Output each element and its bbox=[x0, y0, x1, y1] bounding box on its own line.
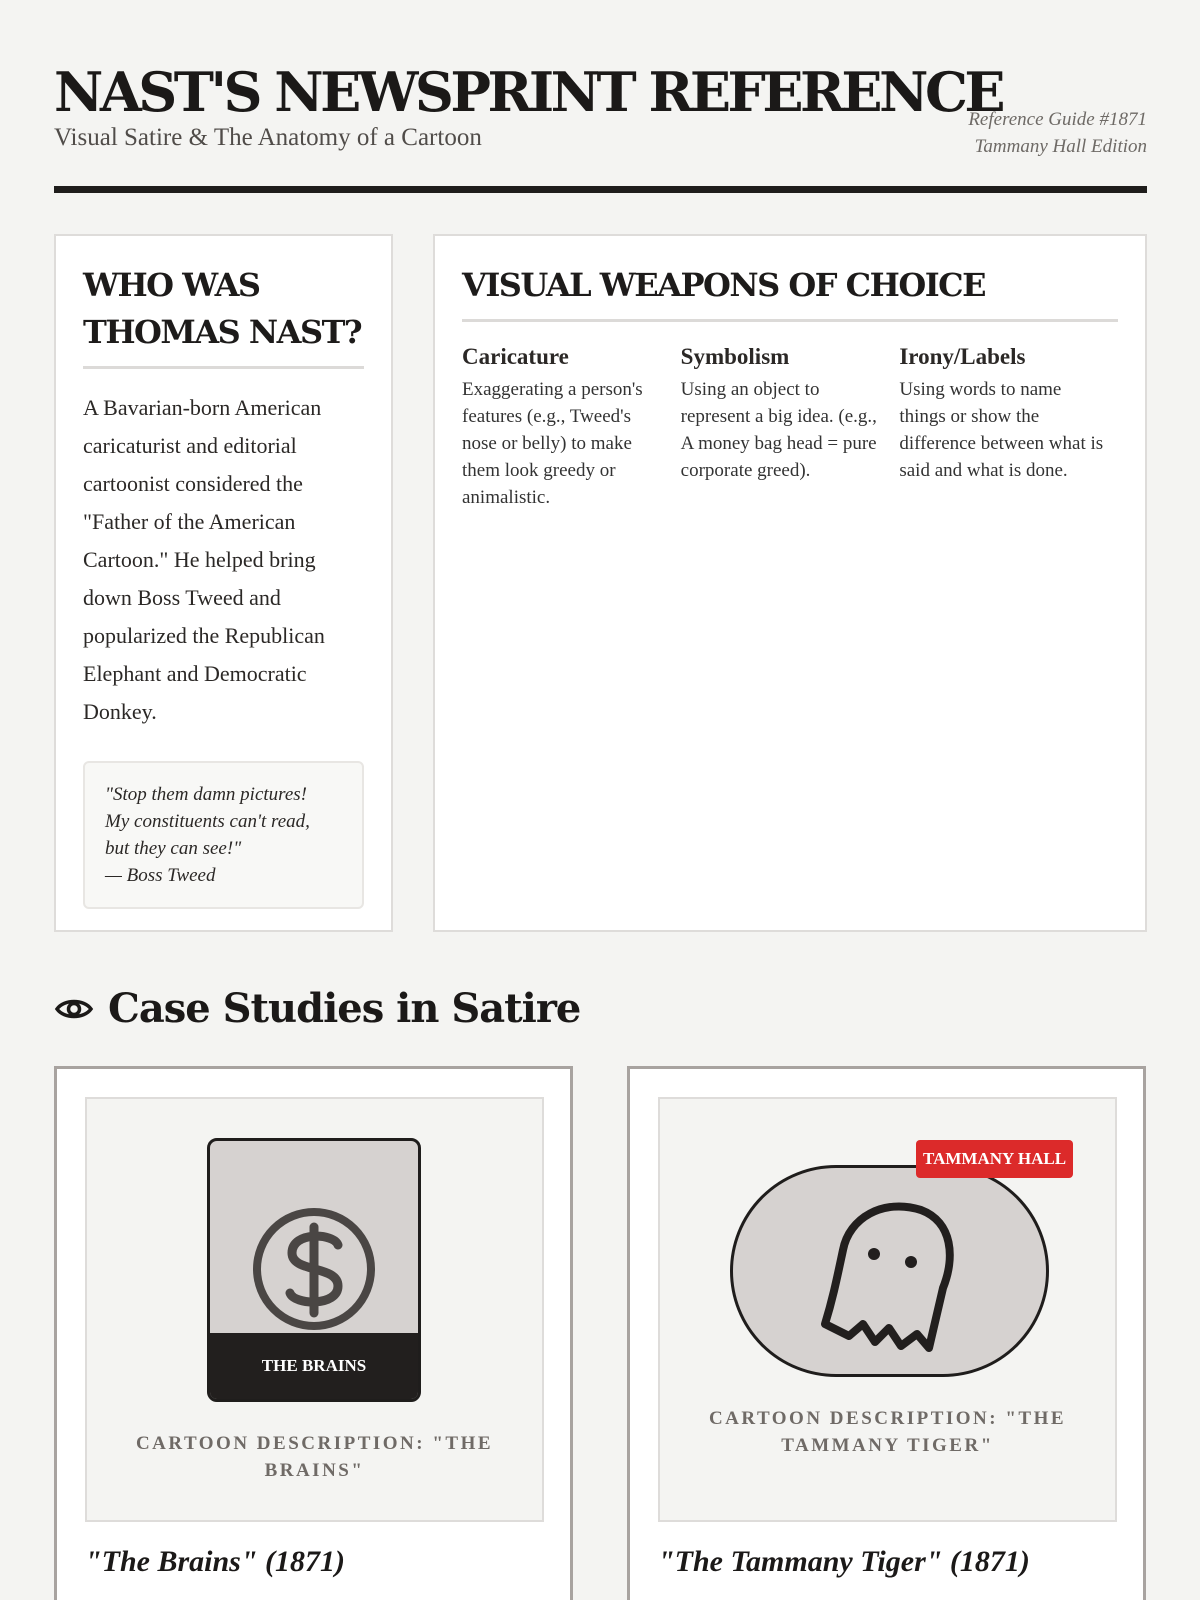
case-study-card-tiger bbox=[627, 1066, 1146, 1600]
weapon-symbolism bbox=[681, 344, 900, 511]
cartoon-frame bbox=[85, 1097, 544, 1522]
dollar-coin-icon bbox=[210, 1141, 421, 1341]
quote-line-2: My constituents can't read, bbox=[105, 811, 310, 832]
tiger-illustration bbox=[730, 1165, 1049, 1377]
ghost-icon bbox=[733, 1168, 1052, 1380]
case-caption: "The Tammany Tiger" (1871) bbox=[658, 1545, 1030, 1578]
cartoon-description: CARTOON DESCRIPTION: "THE TAMMANY TIGER" bbox=[708, 1408, 1067, 1456]
page-title: NAST'S NEWSPRINT REFERENCE bbox=[54, 60, 1003, 124]
case-studies-title: Case Studies in Satire bbox=[108, 985, 581, 1032]
weapon-caricature bbox=[462, 344, 681, 511]
eye-icon bbox=[54, 989, 94, 1029]
case-studies-heading bbox=[54, 985, 580, 1032]
tweed-quote bbox=[83, 761, 364, 909]
bio-card bbox=[54, 234, 393, 932]
weapons-card bbox=[433, 234, 1147, 932]
weapon-title: Irony/Labels bbox=[899, 344, 1026, 369]
weapon-irony-labels bbox=[899, 344, 1118, 511]
tammany-hall-tag: TAMMANY HALL bbox=[916, 1140, 1073, 1178]
bio-body: A Bavarian-born American caricaturist and editorial cartoonist considered the "Father of the American Cartoon." He helped bring down Boss Tweed and popularized the Republican Elephant and Democratic Donkey. bbox=[83, 395, 325, 724]
quote-attribution: — Boss Tweed bbox=[105, 865, 216, 886]
cartoon-description: CARTOON DESCRIPTION: "THE BRAINS" bbox=[135, 1433, 494, 1481]
brains-illustration bbox=[207, 1138, 421, 1402]
masthead bbox=[54, 58, 1147, 194]
case-study-card-brains bbox=[54, 1066, 573, 1600]
quote-line-3: but they can see!" bbox=[105, 838, 242, 859]
reference-info bbox=[968, 106, 1147, 160]
reference-edition: Tammany Hall Edition bbox=[974, 136, 1147, 157]
weapon-text: Exaggerating a person's features (e.g., Tweed's nose or belly) to make them look greedy or animalistic. bbox=[462, 379, 643, 508]
bio-heading: WHO WAS THOMAS NAST? bbox=[83, 262, 364, 369]
page-subtitle: Visual Satire & The Anatomy of a Cartoon bbox=[54, 124, 482, 151]
weapons-columns bbox=[462, 344, 1118, 511]
cartoon-frame bbox=[658, 1097, 1117, 1522]
brains-box-label: THE BRAINS bbox=[210, 1333, 418, 1399]
quote-line-1: "Stop them damn pictures! bbox=[105, 784, 307, 805]
weapons-heading: VISUAL WEAPONS OF CHOICE bbox=[462, 262, 1118, 322]
weapon-text: Using an object to represent a big idea. (e.g., A money bag head = pure corporate greed). bbox=[680, 379, 877, 481]
weapon-title: Symbolism bbox=[680, 344, 790, 369]
case-caption: "The Brains" (1871) bbox=[85, 1545, 345, 1578]
reference-guide-number: Reference Guide #1871 bbox=[968, 109, 1147, 130]
weapon-text: Using words to name things or show the difference between what is said and what is done. bbox=[899, 379, 1104, 481]
masthead-rule bbox=[54, 186, 1147, 193]
weapon-title: Caricature bbox=[462, 344, 569, 369]
